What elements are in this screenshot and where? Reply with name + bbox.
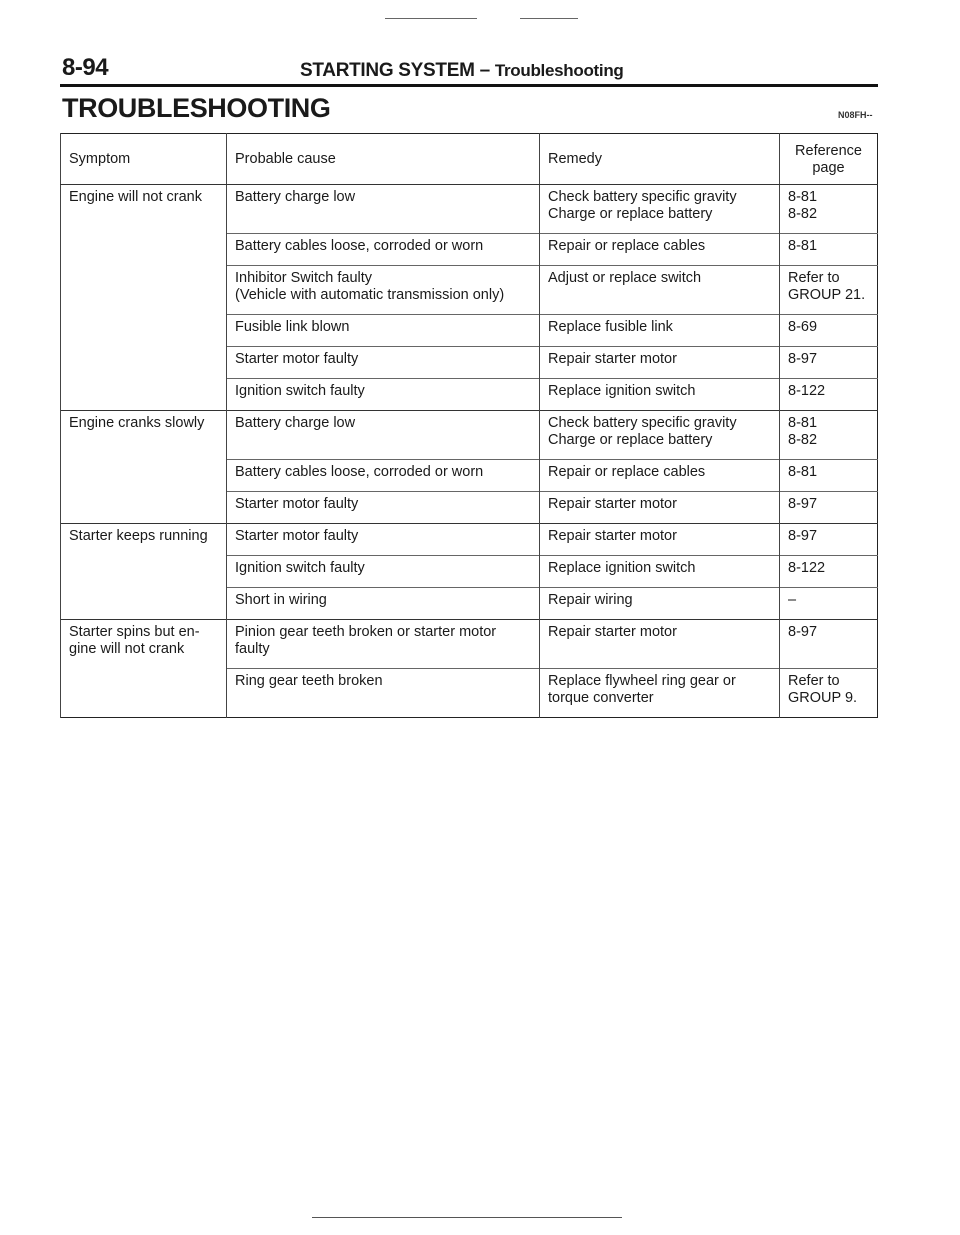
table-row — [61, 524, 878, 556]
remedy-cell: Replace ignition switch — [540, 556, 780, 588]
remedy-cell: Check battery specific gravity Charge or replace battery — [540, 411, 780, 460]
probable-cause-cell: Ring gear teeth broken — [227, 669, 540, 718]
reference-cell: – — [780, 588, 878, 620]
remedy-cell: Adjust or replace switch — [540, 266, 780, 315]
remedy-cell: Repair or replace cables — [540, 460, 780, 492]
section-code: N08FH-- — [838, 110, 873, 120]
troubleshooting-table — [60, 133, 878, 718]
symptom-cell: Starter keeps running — [61, 524, 227, 620]
running-head-sub: Troubleshooting — [494, 61, 624, 80]
reference-cell: 8-69 — [780, 315, 878, 347]
probable-cause-cell: Battery cables loose, corroded or worn — [227, 460, 540, 492]
probable-cause-cell: Pinion gear teeth broken or starter motor faulty — [227, 620, 540, 669]
header-remedy: Remedy — [540, 134, 780, 185]
probable-cause-cell: Battery cables loose, corroded or worn — [227, 234, 540, 266]
remedy-cell: Repair starter motor — [540, 347, 780, 379]
reference-cell: 8-97 — [780, 347, 878, 379]
reference-cell: 8-97 — [780, 524, 878, 556]
symptom-cell: Starter spins but en- gine will not crank — [61, 620, 227, 718]
probable-cause-cell: Starter motor faulty — [227, 492, 540, 524]
remedy-cell: Repair or replace cables — [540, 234, 780, 266]
reference-cell: Refer to GROUP 9. — [780, 669, 878, 718]
reference-cell: 8-122 — [780, 556, 878, 588]
remedy-cell: Replace ignition switch — [540, 379, 780, 411]
remedy-cell: Replace flywheel ring gear or torque converter — [540, 669, 780, 718]
remedy-cell: Repair starter motor — [540, 524, 780, 556]
probable-cause-cell: Short in wiring — [227, 588, 540, 620]
table-row — [61, 411, 878, 460]
footer-rule — [312, 1217, 622, 1218]
header-symptom: Symptom — [61, 134, 227, 185]
remedy-cell: Replace fusible link — [540, 315, 780, 347]
scan-mark-line — [385, 18, 477, 19]
scan-mark-line — [520, 18, 578, 19]
probable-cause-cell: Fusible link blown — [227, 315, 540, 347]
troubleshooting-table-container — [60, 133, 877, 718]
reference-cell: 8-81 — [780, 234, 878, 266]
probable-cause-cell: Ignition switch faulty — [227, 556, 540, 588]
header-probable-cause: Probable cause — [227, 134, 540, 185]
symptom-cell: Engine will not crank — [61, 185, 227, 411]
reference-cell: 8-81 8-82 — [780, 185, 878, 234]
probable-cause-cell: Starter motor faulty — [227, 524, 540, 556]
reference-cell: 8-97 — [780, 492, 878, 524]
table-header-row — [61, 134, 878, 185]
section-title: TROUBLESHOOTING — [62, 93, 331, 123]
reference-cell: 8-122 — [780, 379, 878, 411]
remedy-cell: Repair starter motor — [540, 620, 780, 669]
remedy-cell: Repair wiring — [540, 588, 780, 620]
table-row — [61, 620, 878, 669]
remedy-cell: Check battery specific gravity Charge or replace battery — [540, 185, 780, 234]
header-reference-page: Reference page — [780, 134, 878, 185]
probable-cause-cell: Inhibitor Switch faulty (Vehicle with automatic transmission only) — [227, 266, 540, 315]
probable-cause-cell: Starter motor faulty — [227, 347, 540, 379]
reference-cell: 8-97 — [780, 620, 878, 669]
table-row — [61, 185, 878, 234]
header-rule — [60, 84, 878, 87]
table-body — [61, 185, 878, 718]
remedy-cell: Repair starter motor — [540, 492, 780, 524]
probable-cause-cell: Ignition switch faulty — [227, 379, 540, 411]
reference-cell: 8-81 8-82 — [780, 411, 878, 460]
reference-cell: Refer to GROUP 21. — [780, 266, 878, 315]
probable-cause-cell: Battery charge low — [227, 411, 540, 460]
probable-cause-cell: Battery charge low — [227, 185, 540, 234]
running-head — [300, 60, 623, 82]
running-head-main: STARTING SYSTEM – — [300, 60, 495, 81]
reference-cell: 8-81 — [780, 460, 878, 492]
page-number: 8-94 — [62, 54, 109, 81]
symptom-cell: Engine cranks slowly — [61, 411, 227, 524]
